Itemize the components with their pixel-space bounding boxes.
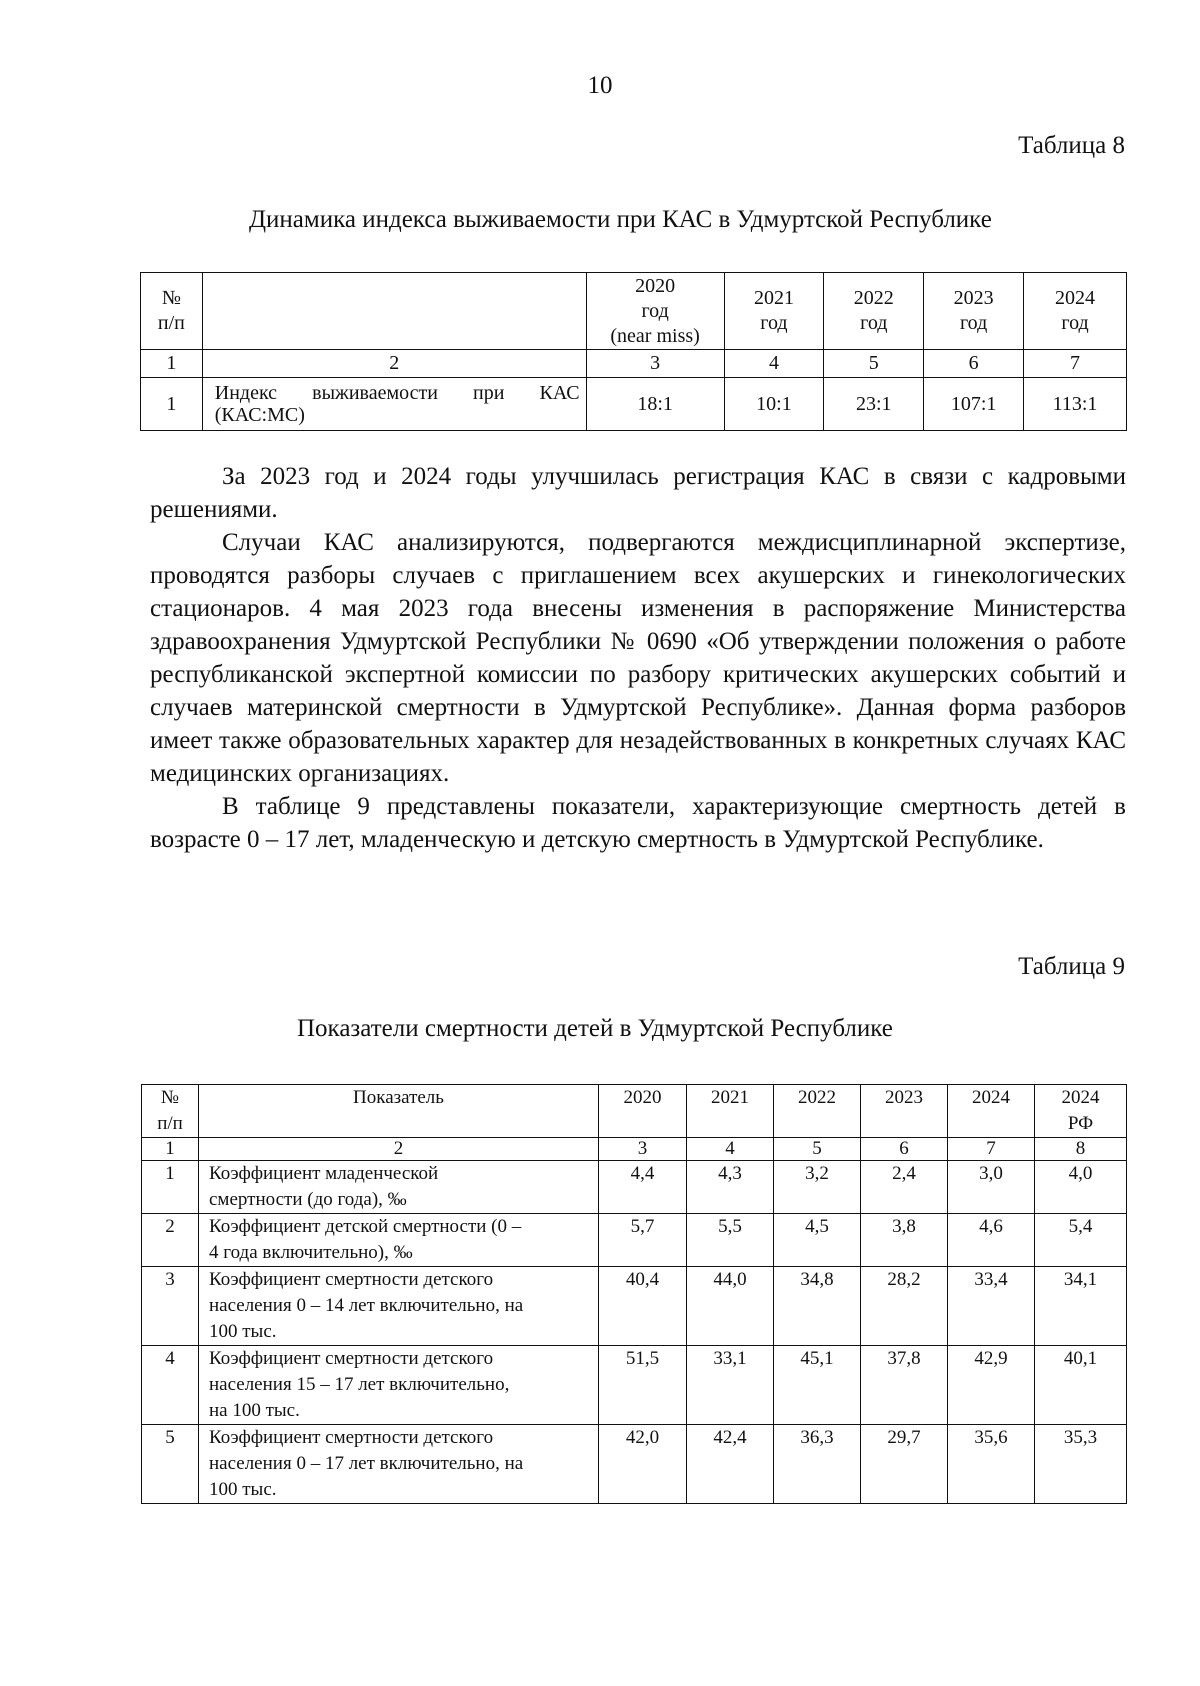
table9-row-name-line: смертности (до года), ‰ — [209, 1189, 407, 1210]
table9-row-num: 2 — [142, 1214, 199, 1267]
table8-header-name — [202, 273, 586, 350]
table9-header-year: 2021 — [687, 1085, 774, 1138]
table9-header-num — [142, 1085, 199, 1138]
table9-value-cell: 4,6 — [948, 1214, 1035, 1267]
table8-header-year-unit: год — [1061, 312, 1089, 334]
table9-header-num-line: № — [160, 1087, 180, 1108]
table8 — [140, 272, 1127, 431]
table9-value-cell: 44,0 — [687, 1267, 774, 1346]
table9-value-cell: 33,4 — [948, 1267, 1035, 1346]
table9-index-cell: 3 — [599, 1138, 687, 1161]
table8-row-name — [202, 378, 586, 431]
table8-name-word: КАС — [539, 382, 580, 404]
page-number: 10 — [587, 72, 613, 99]
table8-header-2020-line: год — [641, 299, 669, 322]
table8-name-word: Индекс — [214, 382, 278, 404]
table8-index-cell: 2 — [202, 350, 586, 378]
table8-value-cell: 113:1 — [1024, 378, 1127, 431]
table8-header-year-value: 2024 — [1055, 287, 1096, 309]
table9-value-cell: 37,8 — [861, 1346, 948, 1425]
table9-row-name-line: 100 тыс. — [209, 1321, 277, 1342]
table8-header-num — [141, 273, 203, 350]
table8-row-name-line1 — [215, 382, 580, 404]
table8-value-cell: 10:1 — [724, 378, 824, 431]
table9-index-cell: 8 — [1035, 1138, 1127, 1161]
table8-header-year — [724, 273, 824, 350]
table9-row-name-line: 4 года включительно), ‰ — [209, 1242, 413, 1263]
table9-index-cell: 5 — [774, 1138, 861, 1161]
table9-index-cell: 6 — [861, 1138, 948, 1161]
table9-row-num: 1 — [142, 1161, 199, 1214]
table8-index-cell: 6 — [924, 350, 1024, 378]
table9-row-num: 4 — [142, 1346, 199, 1425]
table8-name-word: выживаемости — [312, 382, 438, 404]
table8-header-year-value: 2023 — [953, 287, 994, 309]
table9-value-cell: 42,4 — [687, 1425, 774, 1504]
body-text — [150, 460, 1126, 856]
table9-row-name-line: Коэффициент смертности детского — [209, 1269, 494, 1290]
table-row — [142, 1346, 1127, 1425]
table9-row-name — [199, 1161, 599, 1214]
table9 — [141, 1084, 1127, 1504]
table9-value-cell: 34,1 — [1035, 1267, 1127, 1346]
table9-row-name — [199, 1425, 599, 1504]
table9-value-cell: 45,1 — [774, 1346, 861, 1425]
table9-row-name-line: населения 15 – 17 лет включительно, — [209, 1374, 510, 1395]
table9-row-name-line: 100 тыс. — [209, 1479, 277, 1500]
table8-header-year — [1024, 273, 1127, 350]
table9-header-rf — [1035, 1085, 1127, 1138]
table8-header-year-unit: год — [959, 312, 988, 334]
table-row — [142, 1267, 1127, 1346]
table8-data-row — [141, 378, 1127, 431]
table9-value-cell: 40,4 — [599, 1267, 687, 1346]
paragraph: В таблице 9 представлены показатели, характеризующие смертность детей в возрасте 0 – 17 лет, младенческую и детскую смертность в Удмуртской Республике. — [150, 793, 1126, 853]
table9-row-name — [199, 1267, 599, 1346]
table9-value-cell: 3,8 — [861, 1214, 948, 1267]
table8-header-year — [924, 273, 1024, 350]
table9-header-row — [142, 1085, 1127, 1138]
table9-row-name-line: Коэффициент смертности детского — [209, 1427, 494, 1448]
table9-value-cell: 3,2 — [774, 1161, 861, 1214]
table8-value-cell: 18:1 — [586, 378, 724, 431]
table9-value-cell: 5,7 — [599, 1214, 687, 1267]
table8-value-cell: 23:1 — [824, 378, 924, 431]
table8-index-cell: 4 — [724, 350, 824, 378]
table9-value-cell: 35,3 — [1035, 1425, 1127, 1504]
table9-label: Таблица 9 — [1018, 953, 1125, 980]
table9-header-year: 2022 — [774, 1085, 861, 1138]
table9-index-cell: 7 — [948, 1138, 1035, 1161]
table9-header-num-line: п/п — [157, 1113, 183, 1134]
table9-row-name — [199, 1346, 599, 1425]
table9-value-cell: 2,4 — [861, 1161, 948, 1214]
table-row — [142, 1161, 1127, 1214]
table9-value-cell: 4,5 — [774, 1214, 861, 1267]
table9-index-row — [142, 1138, 1127, 1161]
table9-header-year: 2023 — [861, 1085, 948, 1138]
table9-value-cell: 36,3 — [774, 1425, 861, 1504]
table8-header-2020-line: (near miss) — [610, 324, 700, 347]
table9-value-cell: 28,2 — [861, 1267, 948, 1346]
table8-header-num-line: п/п — [157, 312, 185, 334]
table8-index-cell: 7 — [1024, 350, 1127, 378]
table9-header-year: 2024 — [948, 1085, 1035, 1138]
table9-value-cell: 29,7 — [861, 1425, 948, 1504]
table8-index-cell: 5 — [824, 350, 924, 378]
table9-title: Показатели смертности детей в Удмуртской Республике — [297, 1015, 893, 1042]
table9-row-name — [199, 1214, 599, 1267]
table9-row-name-line: населения 0 – 17 лет включительно, на — [209, 1453, 524, 1474]
table8-title: Динамика индекса выживаемости при КАС в Удмуртской Республике — [249, 206, 992, 233]
table-row — [142, 1425, 1127, 1504]
table9-row-name-line: Коэффициент смертности детского — [209, 1348, 494, 1369]
table9-value-cell: 4,3 — [687, 1161, 774, 1214]
table9-index-cell: 2 — [199, 1138, 599, 1161]
table9-header-indicator: Показатель — [199, 1085, 599, 1138]
table9-header-year: 2020 — [599, 1085, 687, 1138]
table9-header-rf-line: РФ — [1067, 1113, 1094, 1134]
table8-label: Таблица 8 — [1018, 132, 1125, 159]
table8-header-year-unit: год — [860, 312, 888, 334]
table9-value-cell: 34,8 — [774, 1267, 861, 1346]
table9-row-name-line: Коэффициент младенческой — [209, 1163, 439, 1184]
paragraph: За 2023 год и 2024 годы улучшилась регистрация КАС в связи с кадровыми решениями. — [150, 463, 1126, 523]
table9-value-cell: 35,6 — [948, 1425, 1035, 1504]
table9-value-cell: 4,4 — [599, 1161, 687, 1214]
table8-index-cell: 3 — [586, 350, 724, 378]
table-row — [142, 1214, 1127, 1267]
table9-header-rf-line: 2024 — [1061, 1087, 1100, 1108]
table9-index-cell: 4 — [687, 1138, 774, 1161]
table8-index-row — [141, 350, 1127, 378]
table8-header-2020-line: 2020 — [635, 274, 676, 297]
table9-value-cell: 42,9 — [948, 1346, 1035, 1425]
table9-row-num: 3 — [142, 1267, 199, 1346]
table8-header-2020 — [586, 273, 724, 350]
table9-value-cell: 4,0 — [1035, 1161, 1127, 1214]
table9-value-cell: 5,4 — [1035, 1214, 1127, 1267]
table8-header-row — [141, 273, 1127, 350]
table8-header-year-unit: год — [760, 312, 788, 334]
table9-value-cell: 5,5 — [687, 1214, 774, 1267]
table8-header-num-line: № — [161, 287, 181, 309]
table8-header-year — [824, 273, 924, 350]
table9-index-cell: 1 — [142, 1138, 199, 1161]
table9-value-cell: 51,5 — [599, 1346, 687, 1425]
table9-row-num: 5 — [142, 1425, 199, 1504]
table8-row-num: 1 — [141, 378, 203, 431]
paragraph: Случаи КАС анализируются, подвергаются междисциплинарной экспертизе, проводятся разборы случаев с приглашением всех акушерских и гинекологических стационаров. 4 мая 2023 года внесены изменения в распоряжение Министерства здравоохранения Удмуртской Республики № 0690 «Об утверждении положения о работе республиканской экспертной комиссии по разбору критических акушерских событий и случаев материнской смертности в Удмуртской Республике». Данная форма разборов имеет также образовательных характер для незадействованных в конкретных случаях КАС медицинских организациях. — [150, 529, 1126, 787]
table8-row-name-line2: (КАС:МС) — [214, 404, 305, 426]
table9-row-name-line: на 100 тыс. — [209, 1400, 300, 1421]
table9-row-name-line: Коэффициент детской смертности (0 – — [209, 1216, 522, 1237]
table9-value-cell: 42,0 — [599, 1425, 687, 1504]
table8-index-cell: 1 — [141, 350, 203, 378]
table8-name-word: при — [473, 382, 505, 404]
table8-header-year-value: 2022 — [853, 287, 894, 309]
table9-value-cell: 40,1 — [1035, 1346, 1127, 1425]
table8-header-year-value: 2021 — [753, 287, 794, 309]
table8-value-cell: 107:1 — [924, 378, 1024, 431]
table9-value-cell: 33,1 — [687, 1346, 774, 1425]
table9-value-cell: 3,0 — [948, 1161, 1035, 1214]
table9-row-name-line: населения 0 – 14 лет включительно, на — [209, 1295, 524, 1316]
